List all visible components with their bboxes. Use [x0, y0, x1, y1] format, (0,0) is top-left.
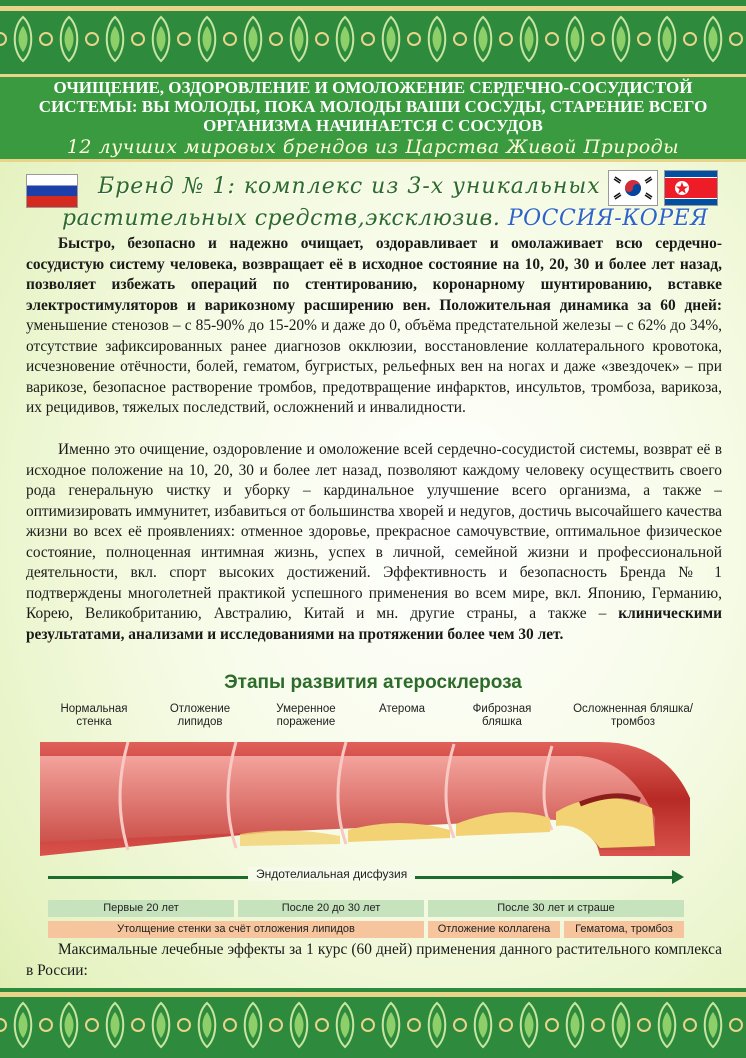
artery-illustration [40, 738, 700, 864]
stage-label-2: Отложение липидов [169, 703, 231, 728]
process-bar-3: Гематома, тромбоз [564, 921, 684, 938]
paragraph-1-bold: Быстро, безопасно и надежно очищает, оздоравливает и омолаживает всю сердечно-сосудистую систему человека, возвращает её в исходное состояние на 10, 20, 30 и более лет назад, позволяет избежать операций по стентированию, коронарному шунтированию, вставке электростимуляторов и варикозному расширению вен. Положительная динамика за 60 дней: [26, 235, 722, 314]
stage-label-1: Нормальная стенка [60, 703, 128, 728]
paragraph-2-bold: клиническими результатами, анализами и исследованиями на протяжении более чем 30 лет. [26, 605, 722, 643]
brand-heading-line2 [62, 206, 722, 231]
process-bar-2: Отложение коллагена [428, 921, 560, 938]
russia-flag-icon [26, 174, 78, 208]
paragraph-2-text: Именно это очищение, оздоровление и омоложение всей сердечно-сосудистой системы, возврат её в исходное положение на 10, 20, 30 и более лет назад, позволяют каждому человеку осуществить своего рода генеральную чистку и уборку – кардинальное улучшение всего организма, а также – оптимизировать иммунитет, избавиться от большинства хворей и недугов, достичь высочайшего качества жизни во всех её проявлениях: отменное здоровье, прекрасное самочувствие, оптимальное физическое состояние, полноценная интимная жизнь, успех в личной, семейной жизни и профессиональной деятельности, вкл. спорт высоких достижений. Эффективность и безопасность Бренда № 1 подтверждены многолетней практикой успешного применения во всем мире, вкл. Японию, Германию, Корею, Великобританию, Австралию, Китай и мн. другие страны, а также – [26, 441, 722, 622]
endothelial-label: Эндотелиальная дисфузия [248, 867, 415, 881]
stage-label-5: Фиброзная бляшка [472, 703, 532, 728]
ornament-pattern-icon [0, 14, 746, 64]
page-title: ОЧИЩЕНИЕ, ОЗДОРОВЛЕНИЕ И ОМОЛОЖЕНИЕ СЕРДЕЧНО-СОСУДИСТОЙ СИСТЕМЫ: ВЫ МОЛОДЫ, ПОКА МОЛОДЫ ВАШИ СОСУДЫ, СТАРЕНИЕ ВСЕГО ОРГАНИЗМА НАЧИНАЕТСЯ С СОСУДОВ [38, 78, 708, 135]
ornament-pattern-bottom-icon [0, 1000, 746, 1050]
brand-heading-text: растительных средств,эксклюзив. [62, 206, 501, 231]
period-bar-3: После 30 лет и страше [428, 900, 684, 917]
stage-label-3: Умеренное поражение [276, 703, 336, 728]
top-ornament-border [0, 0, 746, 74]
north-korea-flag-icon [664, 170, 718, 206]
stage-label-4: Атерома [378, 703, 426, 715]
stage-label-6: Осложненная бляшка/ тромбоз [573, 703, 693, 728]
paragraph-3 [26, 940, 722, 981]
brand-heading-line1: Бренд № 1: комплекс из 3-х уникальных [98, 174, 601, 199]
paragraph-1 [26, 234, 722, 419]
brand-heading-highlight: РОССИЯ-КОРЕЯ [507, 206, 709, 231]
diagram-title: Этапы развития атеросклероза [224, 672, 522, 693]
arrow-head-icon [672, 870, 684, 884]
page-subtitle: 12 лучших мировых брендов из Царства Живой Природы [66, 136, 680, 158]
process-bar-1: Утолщение стенки за счёт отложения липидов [48, 921, 424, 938]
paragraph-1-text: уменьшение стенозов – с 85-90% до 15-20% и даже до 0, объёма предстательной железы – с 62% до 34%, отсутствие зафиксированных ранее диагнозов окклюзии, восстановление коллатерального кровотока, исчезновение отёчности, болей, гематом, бугристых, рельефных вен на ногах и даже «звездочек» – при варикозе, безопасное растворение тромбов, предотвращение инфарктов, инсультов, тромбоза, варикоза, их рецидивов, тяжелых последствий, осложнений и инвалидности. [26, 317, 722, 416]
period-bar-1: Первые 20 лет [48, 900, 234, 917]
paragraph-2 [26, 440, 722, 645]
bottom-ornament-border [0, 988, 746, 1058]
paragraph-3-text: Максимальные лечебные эффекты за 1 курс (60 дней) применения данного растительного комплекса в России: [26, 941, 722, 979]
period-bar-2: После 20 до 30 лет [238, 900, 424, 917]
